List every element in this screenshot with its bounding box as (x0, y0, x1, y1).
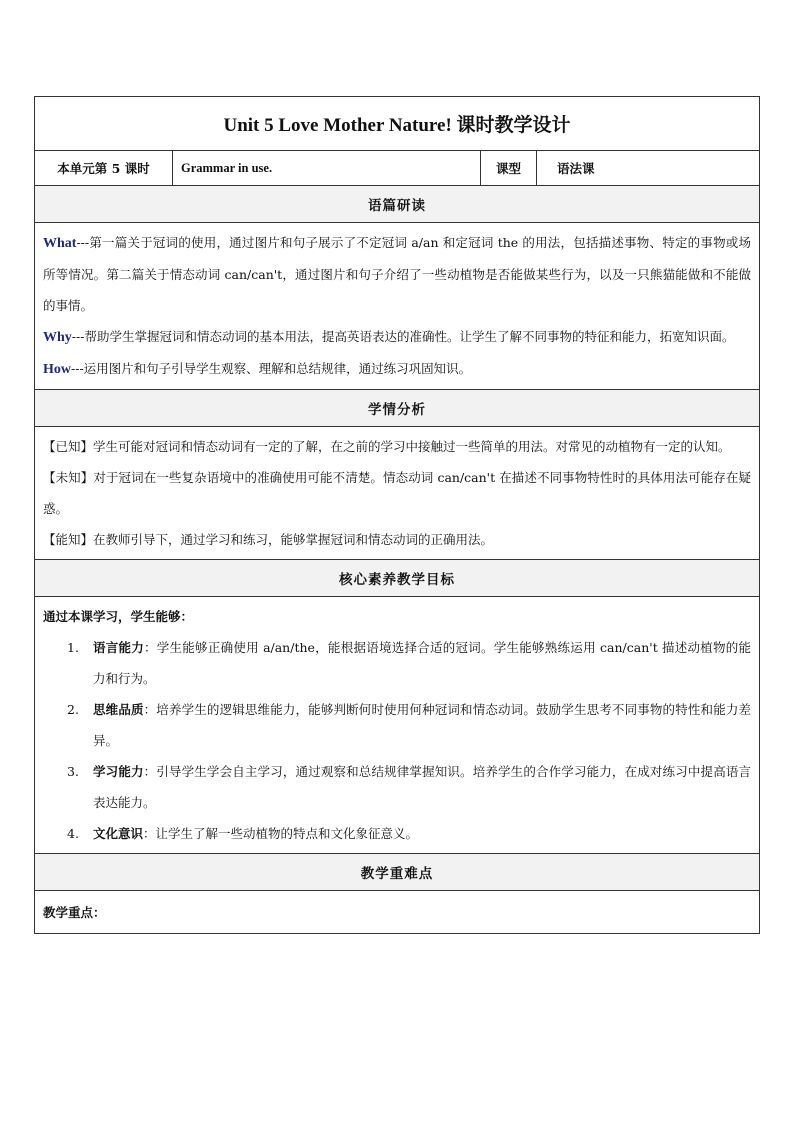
goal-item (43, 694, 751, 756)
goal-text: ：学生能够正确使用 a/an/the，能根据语境选择合适的冠词。学生能够熟练运用 can/can't 描述动植物的能力和行为。 (93, 640, 752, 686)
reading-what (43, 227, 751, 321)
section-heading-keypoints: 教学重难点 (35, 854, 760, 891)
known-text: 学生可能对冠词和情态动词有一定的了解，在之前的学习中接触过一些简单的用法。对常见的动植物有一定的认知。 (93, 439, 731, 454)
section-heading-goals: 核心素养教学目标 (35, 560, 760, 597)
lesson-type-label: 课型 (481, 151, 537, 186)
goal-text: ：培养学生的逻辑思维能力，能够判断何时使用何种冠词和情态动词。鼓励学生思考不同事物的特性和能力差异。 (93, 702, 752, 748)
why-text: 帮助学生掌握冠词和情态动词的基本用法，提高英语表达的准确性。让学生了解不同事物的特征和能力，拓宽知识面。 (84, 329, 735, 344)
reading-heading-row (35, 186, 760, 223)
how-keyword: How (43, 362, 71, 377)
analysis-capable (43, 524, 751, 555)
why-keyword: Why (43, 330, 72, 345)
goal-label: 语言能力 (93, 640, 145, 655)
unknown-text: 对于冠词在一些复杂语境中的准确使用可能不清楚。情态动词 can/can't 在描述不同事物特性时的具体用法可能存在疑惑。 (43, 470, 751, 516)
goals-body (35, 597, 760, 854)
goal-item (43, 756, 751, 818)
teaching-focus-label: 教学重点： (35, 891, 760, 934)
lesson-plan-table (34, 96, 760, 934)
analysis-body-row (35, 427, 760, 560)
what-keyword: What (43, 236, 77, 251)
goals-list (43, 632, 751, 849)
goal-number: 3. (67, 764, 79, 779)
section-heading-reading: 语篇研读 (35, 186, 760, 223)
goal-item (43, 818, 751, 849)
unknown-tag: 【未知】 (43, 470, 94, 485)
goals-intro: 通过本课学习，学生能够： (43, 609, 194, 624)
analysis-unknown (43, 462, 751, 524)
lesson-type-value: 语法课 (537, 151, 760, 186)
goal-text: ：引导学生学会自主学习，通过观察和总结规律掌握知识。培养学生的合作学习能力，在成对练习中提高语言表达能力。 (93, 764, 752, 810)
goal-text: ：让学生了解一些动植物的特点和文化象征意义。 (143, 826, 419, 841)
why-sep: --- (71, 329, 85, 344)
title-row (35, 97, 760, 151)
goal-number: 2. (67, 702, 79, 717)
goal-number: 4. (67, 826, 79, 841)
goals-body-row (35, 597, 760, 854)
reading-body-row (35, 223, 760, 390)
goal-item (43, 632, 751, 694)
what-sep: --- (76, 235, 90, 250)
meta-row (35, 151, 760, 186)
goals-heading-row (35, 560, 760, 597)
section-heading-analysis: 学情分析 (35, 390, 760, 427)
how-sep: --- (71, 361, 84, 376)
reading-how (43, 353, 751, 385)
goal-label: 学习能力 (93, 764, 144, 779)
reading-body (35, 223, 760, 390)
analysis-body (35, 427, 760, 560)
document-title: Unit 5 Love Mother Nature! 课时教学设计 (35, 97, 760, 151)
analysis-heading-row (35, 390, 760, 427)
goal-label: 文化意识 (93, 826, 144, 841)
capable-text: 在教师引导下，通过学习和练习，能够掌握冠词和情态动词的正确用法。 (93, 532, 494, 547)
keypoints-body-row (35, 891, 760, 934)
lesson-number-label: 本单元第 5 课时 (35, 151, 173, 186)
lesson-topic: Grammar in use. (173, 151, 481, 186)
capable-tag: 【能知】 (43, 532, 94, 547)
goal-label: 思维品质 (93, 702, 144, 717)
keypoints-heading-row (35, 854, 760, 891)
how-text: 运用图片和句子引导学生观察、理解和总结规律，通过练习巩固知识。 (83, 361, 472, 376)
what-text: 第一篇关于冠词的使用，通过图片和句子展示了不定冠词 a/an 和定冠词 the 的用法，包括描述事物、特定的事物或场所等情况。第二篇关于情态动词 can/can't，通过图片和句子介绍了一些动植物是否能做某些行为，以及一只熊猫能做和不能做的事情。 (43, 235, 752, 313)
known-tag: 【已知】 (43, 439, 94, 454)
analysis-known (43, 431, 751, 462)
reading-why (43, 321, 751, 353)
goal-number: 1. (67, 640, 79, 655)
